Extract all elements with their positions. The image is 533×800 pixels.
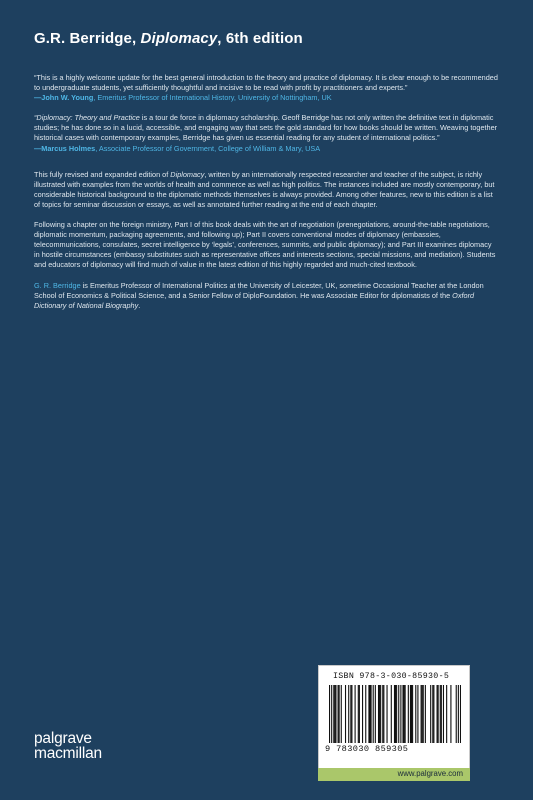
barcode-bar: [437, 685, 438, 743]
barcode-bar: [394, 685, 395, 743]
url-strip: [318, 768, 470, 781]
barcode-bar: [386, 685, 387, 743]
barcode-bar: [329, 685, 330, 743]
barcode-bar: [400, 685, 401, 743]
review-2-lead: “Diplomacy: Theory and Practice: [34, 113, 140, 123]
barcode-bar: [395, 685, 396, 743]
barcode-bar: [460, 685, 461, 743]
barcode-bar: [446, 685, 447, 743]
isbn-text: ISBN 978-3-030-85930-5: [333, 672, 450, 681]
review-2: [34, 113, 499, 153]
barcode-bar: [404, 685, 405, 743]
barcode-bar: [365, 685, 366, 743]
review-2-name: Marcus Holmes: [41, 143, 96, 153]
barcode-bar: [440, 685, 441, 743]
review-2-attribution: —Marcus Holmes, Associate Professor of Government, College of William & Mary, USA: [34, 143, 321, 153]
barcode-bar: [450, 685, 451, 743]
barcode-bar: [391, 685, 392, 743]
barcode-bar: [423, 685, 424, 743]
barcode-bar: [433, 685, 434, 743]
barcode-bar: [412, 685, 413, 743]
review-2-text: is a tour de force in diplomacy scholarship. Geoff Berridge has not only written the definitive text in diplomatic studies; he has done so in a lucid, accessible, and engaging way that sets the gold standard for how books should be written. Weaving together historical cases with contemporary examples, Berridge has given us essential reading for any student of international politics.”: [34, 113, 498, 143]
publisher-url: www.palgrave.com: [397, 769, 463, 778]
barcode-bar: [383, 685, 384, 743]
author-bio: G. R. Berridge is Emeritus Professor of International Politics at the University of Leicester, UK, sometime Occasional Teacher at the London School of Economics & Political Science, and a Senior Fellow of DiploFoundation. He was Associate Editor for diplomatists of the Oxford Dictionary of National Biography.: [34, 280, 484, 310]
book-title: [34, 30, 303, 47]
barcode-bar: [408, 685, 409, 743]
barcode-bar: [362, 685, 363, 743]
barcode-bar: [379, 685, 380, 743]
description-paragraph-1: This fully revised and expanded edition of Diplomacy, written by an internationally respected researcher and teacher of the subject, is richly illustrated with examples from the worlds of health and commerce as well as high politics. The instances included are mostly contemporary, but considerable historical background to the diplomatic methods themselves is always provided. Among other features, new to this edition is a list of topics for seminar discussion or essays, as well as annotated further reading at the end of each chapter.: [34, 169, 495, 209]
barcode-bar: [369, 685, 370, 743]
barcode-bar: [334, 685, 335, 743]
barcode-bar: [351, 685, 352, 743]
barcode-bar: [359, 685, 360, 743]
barcode-bar: [405, 685, 406, 743]
barcode-bar: [382, 685, 383, 743]
title-book: Diplomacy: [140, 30, 218, 47]
barcode-bar: [371, 685, 372, 743]
barcode-bar: [443, 685, 444, 743]
barcode-bar: [380, 685, 381, 743]
barcode-bar: [432, 685, 433, 743]
review-1-attribution: —John W. Young, Emeritus Professor of International History, University of Nottingham, UK: [34, 93, 332, 103]
barcode-bar: [339, 685, 340, 743]
barcode-bar: [402, 685, 403, 743]
barcode-bar: [441, 685, 442, 743]
publisher-line-2: macmillan: [34, 745, 102, 762]
barcode-bar: [421, 685, 422, 743]
description-paragraph-2: Following a chapter on the foreign ministry, Part I of this book deals with the art of negotiation (prenegotiations, around-the-table negotiations, diplomatic momentum, packaging agreements, and following up); Part II covers conventional modes of diplomacy (embassies, telecommunications, consulates, secret intelligence by ‘legals’, conferences, summits, and public diplomacy); and Part III examines diplomacy in hostile circumstances (embassy substitutes such as representative offices and interests sections, special missions, and mediation). Students and educators of diplomacy will find much of value in the latest edition of this highly regarded and much-cited textbook.: [34, 220, 496, 270]
barcode-bar: [422, 685, 423, 743]
barcode-bar: [348, 685, 349, 743]
barcode-bar: [335, 685, 336, 743]
publisher-logo: [34, 731, 102, 761]
cover-text: [34, 73, 499, 321]
barcode-bar: [373, 685, 374, 743]
barcode-bar: [333, 685, 334, 743]
review-1: [34, 73, 499, 103]
review-1-affiliation: , Emeritus Professor of International History, University of Nottingham, UK: [93, 93, 332, 103]
barcode-bar: [438, 685, 439, 743]
barcode-bar: [411, 685, 412, 743]
review-1-text: “This is a highly welcome update for the best general introduction to the theory and practice of diplomacy. It is clear enough to be recommended to undergraduate students, yet sufficiently thoughtful and incisive to be read with profit by practitioners and experts.”: [34, 73, 498, 93]
barcode-bar: [417, 685, 418, 743]
barcode-bar: [415, 685, 416, 743]
barcode-bar: [331, 685, 332, 743]
review-2-affiliation: , Associate Professor of Government, College of William & Mary, USA: [95, 143, 321, 153]
barcode-bar: [338, 685, 339, 743]
barcode-digits: 9 783030 859305: [325, 744, 409, 754]
barcode-bar: [350, 685, 351, 743]
barcode-bar: [358, 685, 359, 743]
barcode-bar: [345, 685, 346, 743]
barcode-bar: [375, 685, 376, 743]
barcode-bar: [378, 685, 379, 743]
barcode-bar: [341, 685, 342, 743]
review-1-name: John W. Young: [41, 93, 94, 103]
publisher-line-1: palgrave: [34, 730, 92, 747]
barcode-bar: [410, 685, 411, 743]
bio-author-name: G. R. Berridge: [34, 280, 81, 290]
barcode-bar: [368, 685, 369, 743]
barcode-image: [329, 685, 461, 743]
barcode-box: [318, 665, 470, 770]
title-edition: , 6th edition: [217, 30, 303, 47]
barcode-bar: [398, 685, 399, 743]
barcode-bar: [355, 685, 356, 743]
title-author: G.R. Berridge,: [34, 30, 141, 47]
barcode-bar: [456, 685, 457, 743]
barcode-bar: [425, 685, 426, 743]
barcode-bar: [396, 685, 397, 743]
barcode-bar: [430, 685, 431, 743]
barcode-bar: [458, 685, 459, 743]
